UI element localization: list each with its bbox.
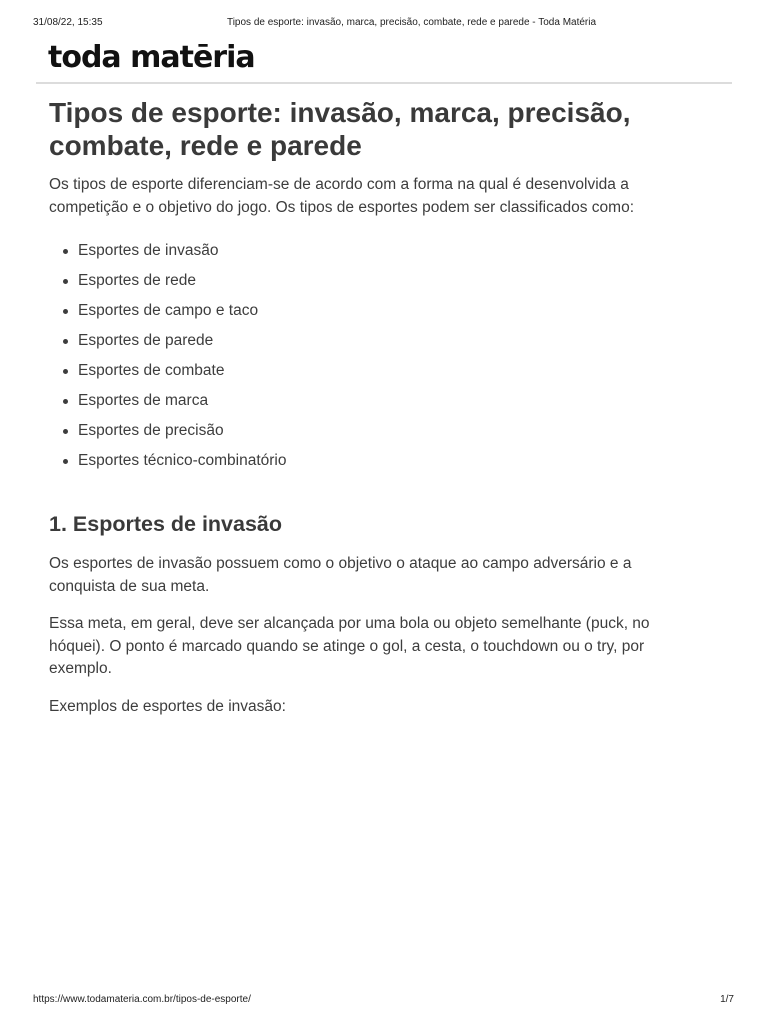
site-logo[interactable]: toda matēria bbox=[48, 40, 255, 75]
print-datetime: 31/08/22, 15:35 bbox=[33, 17, 103, 28]
section-paragraph: Os esportes de invasão possuem como o objetivo o ataque ao campo adversário e a conquista de sua meta. bbox=[49, 555, 632, 595]
article-title: Tipos de esporte: invasão, marca, precisão, combate, rede e parede bbox=[49, 97, 631, 161]
print-page-title: Tipos de esporte: invasão, marca, precisão, combate, rede e parede - Toda Matéria bbox=[226, 17, 597, 28]
header-divider bbox=[36, 82, 732, 84]
article bbox=[49, 96, 689, 718]
section-paragraph: Exemplos de esportes de invasão: bbox=[49, 697, 286, 715]
list-item: Esportes de combate bbox=[78, 356, 689, 386]
page-number: 1/7 bbox=[720, 994, 734, 1005]
sport-types-list bbox=[49, 236, 689, 476]
section-heading: 1. Esportes de invasão bbox=[49, 512, 283, 536]
page-url[interactable]: https://www.todamateria.com.br/tipos-de-esporte/ bbox=[33, 994, 251, 1005]
list-item: Esportes de marca bbox=[78, 386, 689, 416]
list-item: Esportes de parede bbox=[78, 326, 689, 356]
section-paragraph: Essa meta, em geral, deve ser alcançada por uma bola ou objeto semelhante (puck, no hóquei). O ponto é marcado quando se atinge o gol, a cesta, o touchdown ou o try, por exemplo. bbox=[49, 615, 650, 677]
article-intro: Os tipos de esporte diferenciam-se de acordo com a forma na qual é desenvolvida a competição e o objetivo do jogo. Os tipos de esportes podem ser classificados como: bbox=[49, 176, 635, 216]
list-item: Esportes técnico-combinatório bbox=[78, 446, 689, 476]
list-item: Esportes de precisão bbox=[78, 416, 689, 446]
list-item: Esportes de campo e taco bbox=[78, 296, 689, 326]
print-footer bbox=[0, 994, 768, 1008]
list-item: Esportes de invasão bbox=[78, 236, 689, 266]
print-header bbox=[0, 17, 768, 31]
list-item: Esportes de rede bbox=[78, 266, 689, 296]
